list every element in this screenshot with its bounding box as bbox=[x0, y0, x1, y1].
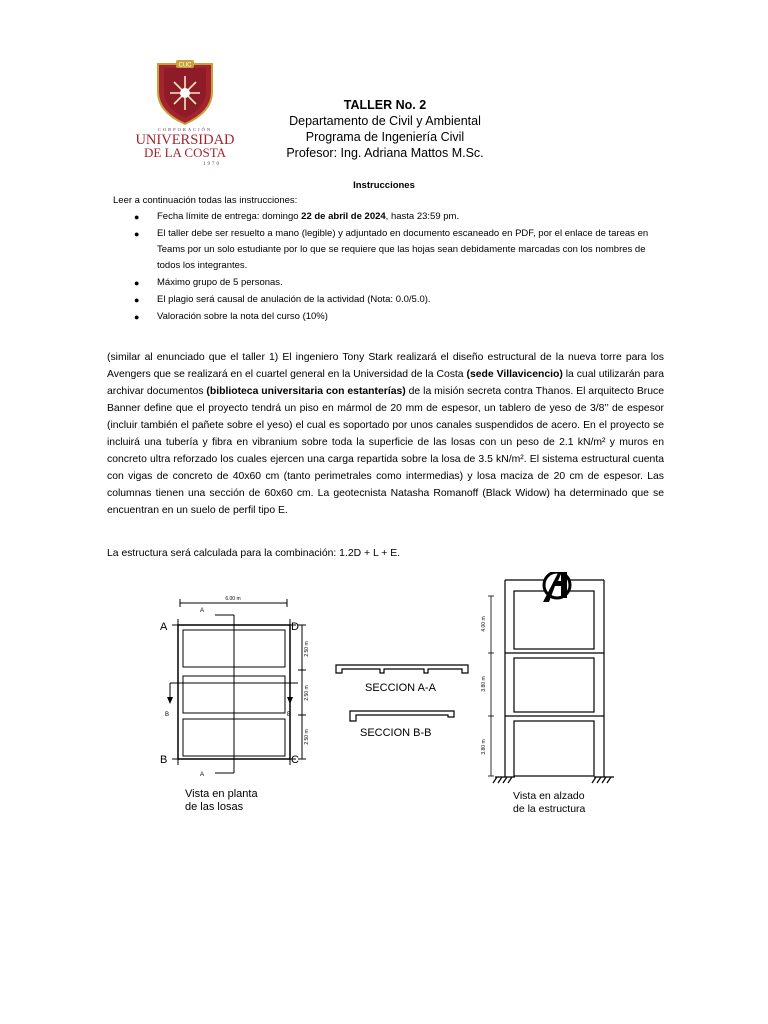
plan-dim-side: 2.50 m bbox=[304, 729, 310, 745]
section-b-label: SECCION B-B bbox=[360, 727, 432, 739]
elevation-dim: 3.80 m bbox=[481, 676, 487, 692]
logo-line2: DE LA COSTA bbox=[143, 145, 227, 160]
corner-label: D bbox=[291, 621, 299, 633]
document-title: TALLER No. 2 bbox=[343, 98, 427, 112]
instructions-list bbox=[130, 209, 650, 326]
logo-badge-text: CUC bbox=[178, 62, 192, 69]
logo-arc-text: CORPORACIÓN bbox=[157, 127, 213, 132]
instruction-item: ● Máximo grupo de 5 personas. bbox=[130, 275, 650, 291]
problem-statement: (similar al enunciado que el taller 1) El ingeniero Tony Stark realizará el diseño estructural de la nueva torre para los Avengers que se realizará en el cuartel general en la Universidad de la Costa (sede Villavicencio) la cual utilizarán para archivar documentos (biblioteca universitaria con estanterías) de la misión secreta contra Thanos. El arquitecto Bruce Banner define que el proyecto tendrá un piso en mármol de 20 mm de espesor, un tablero de yeso de 3/8’’ de espesor (incluir también el pañete sobre el yeso) el cual es soportado por unos canales suspendidos de acero. En el proyecto se incluirá una tubería y fibra en vibranium sobre toda la superficie de las losas con un peso de 2.1 kN/m² y muros en concreto ultra reforzado los cuales ejercen una carga repartida sobre la losa de 3.5 kN/m². El sistema estructural cuenta con vigas de concreto de 40x60 cm (tanto perimetrales como intermedias) y losa maciza de 20 cm de espesor. Las columnas tienen una sección de 60x60 cm. La geotecnista Natasha Romanoff (Black Widow) ha determinado que se encuentran en un suelo de perfil tipo E. bbox=[107, 352, 665, 516]
corner-label: B bbox=[160, 754, 168, 766]
logo-line1: UNIVERSIDAD bbox=[135, 132, 235, 148]
instructions-lead: Leer a continuación todas las instrucciones: bbox=[113, 195, 298, 206]
bullet-icon: ● bbox=[134, 212, 140, 222]
section-a-label: SECCION A-A bbox=[365, 682, 436, 694]
plan-dim-top: 6.00 m bbox=[225, 596, 241, 602]
plan-dim-side: 2.50 m bbox=[304, 641, 310, 657]
plan-view-figure bbox=[150, 585, 320, 820]
elevation-dim: 3.80 m bbox=[481, 739, 487, 755]
plan-caption-1: Vista en planta bbox=[185, 788, 258, 800]
elevation-dim: 4.00 m bbox=[481, 616, 487, 632]
load-combination: La estructura será calculada para la combinación: 1.2D + L + E. bbox=[107, 548, 401, 559]
plan-caption-2: de las losas bbox=[185, 801, 244, 813]
instruction-item: ● Fecha límite de entrega: domingo 22 de abril de 2024, hasta 23:59 pm. bbox=[130, 209, 650, 225]
elevation-caption-2: de la estructura bbox=[513, 803, 586, 815]
elevation-figure bbox=[475, 572, 615, 822]
department-line: Departamento de Civil y Ambiental bbox=[289, 114, 481, 128]
professor-line: Profesor: Ing. Adriana Mattos M.Sc. bbox=[286, 146, 484, 160]
bullet-icon: ● bbox=[134, 278, 140, 288]
cut-label: A bbox=[200, 608, 205, 614]
logo-year: 1970 bbox=[203, 162, 221, 167]
plan-dim-side: 2.50 m bbox=[304, 685, 310, 701]
university-logo bbox=[122, 58, 247, 168]
cut-label: B bbox=[287, 712, 292, 718]
corner-label: A bbox=[160, 621, 168, 633]
avengers-icon bbox=[543, 572, 570, 602]
elevation-caption-1: Vista en alzado bbox=[513, 790, 585, 802]
instruction-item: ● El plagio será causal de anulación de la actividad (Nota: 0.0/5.0). bbox=[130, 292, 650, 308]
cut-label: A bbox=[200, 772, 205, 778]
bullet-icon: ● bbox=[134, 229, 140, 239]
instructions-title: Instrucciones bbox=[353, 180, 415, 191]
program-line: Programa de Ingeniería Civil bbox=[305, 130, 465, 144]
bullet-icon: ● bbox=[134, 312, 140, 322]
corner-label: C bbox=[291, 754, 299, 766]
sections-figure bbox=[330, 655, 480, 745]
cut-label: B bbox=[165, 712, 170, 718]
instruction-item: ● El taller debe ser resuelto a mano (legible) y adjuntado en documento escaneado en PDF, por el enlace de tareas en Teams por un solo estudiante por lo que se requiere que las hojas sean debidamente marcadas con los nombres de todos los integrantes. bbox=[134, 228, 649, 271]
instruction-item: ● Valoración sobre la nota del curso (10%) bbox=[130, 309, 650, 325]
bullet-icon: ● bbox=[134, 295, 140, 305]
